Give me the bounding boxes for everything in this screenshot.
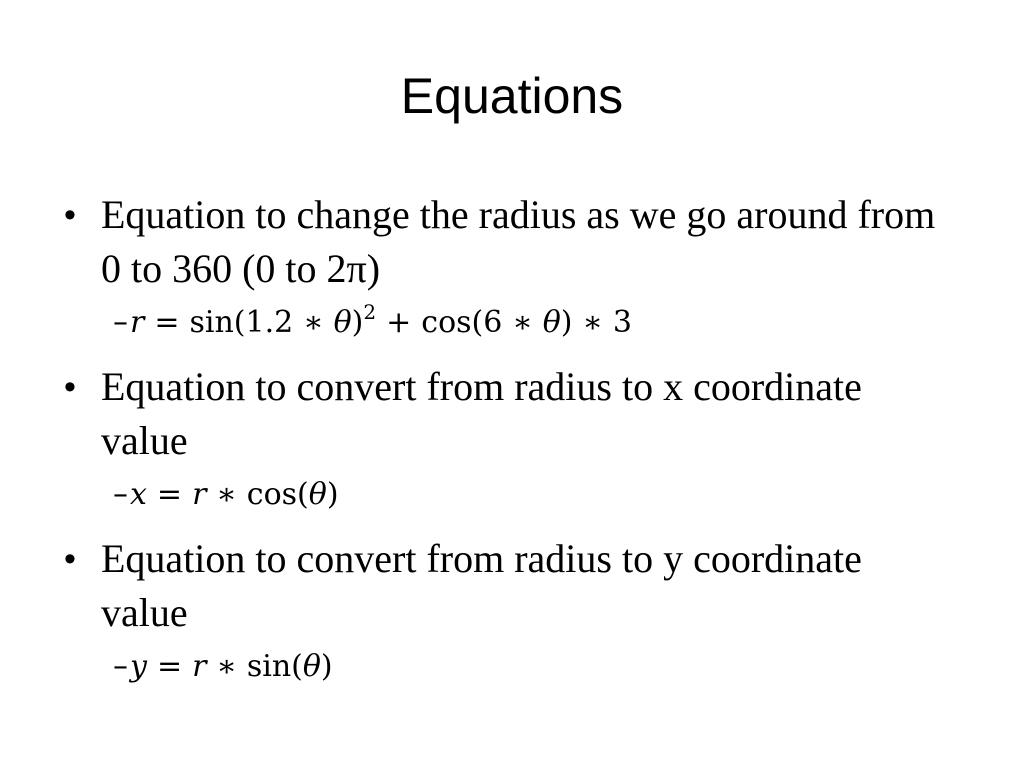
eq-lhs: r [130, 305, 145, 340]
bullet-list [58, 188, 938, 704]
bullet-dot-icon: • [64, 540, 76, 578]
equation-x [58, 472, 938, 518]
eq-r: r [192, 649, 207, 684]
eq-lhs: x [130, 477, 147, 512]
dash-icon: – [113, 649, 128, 684]
eq-paren: ) [326, 477, 339, 512]
eq-multiply: ∗ [216, 649, 237, 684]
eq-multiply: ∗ [216, 477, 237, 512]
equation-radius [58, 300, 938, 346]
dash-icon: – [113, 305, 128, 340]
bullet-dot-icon: • [64, 196, 76, 234]
eq-constant: 3 [612, 305, 632, 340]
eq-multiply: ∗ [303, 305, 324, 340]
eq-theta: θ [333, 305, 352, 340]
eq-plus: + [386, 305, 412, 340]
eq-equals: = [156, 649, 183, 684]
eq-function: cos( [246, 477, 309, 512]
eq-function: sin( [246, 649, 303, 684]
bullet-item-y [58, 532, 938, 640]
eq-theta: θ [308, 477, 327, 512]
slide-title: Equations [400, 68, 624, 124]
eq-paren: ) [351, 305, 364, 340]
eq-r: r [192, 477, 207, 512]
bullet-text: Equation to change the radius as we go around from 0 to 360 (0 to 2π) [101, 192, 936, 291]
eq-cos-term: cos(6 [421, 305, 503, 340]
eq-theta: θ [542, 305, 561, 340]
bullet-item-radius [58, 188, 938, 296]
eq-theta: θ [302, 649, 321, 684]
eq-equals: = [156, 477, 183, 512]
eq-multiply: ∗ [512, 305, 533, 340]
eq-lhs: y [130, 649, 147, 684]
equation-y [58, 644, 938, 690]
eq-paren: ) [320, 649, 333, 684]
eq-equals: = [154, 305, 180, 340]
bullet-item-x [58, 360, 938, 468]
bullet-text: Equation to convert from radius to x coordinate value [101, 364, 862, 463]
bullet-text: Equation to convert from radius to y coordinate value [101, 536, 862, 635]
eq-paren: ) [560, 305, 573, 340]
bullet-dot-icon: • [64, 368, 76, 406]
eq-multiply: ∗ [582, 305, 603, 340]
dash-icon: – [113, 477, 128, 512]
eq-sin-term: sin(1.2 [189, 305, 294, 340]
eq-exponent: 2 [363, 300, 377, 324]
